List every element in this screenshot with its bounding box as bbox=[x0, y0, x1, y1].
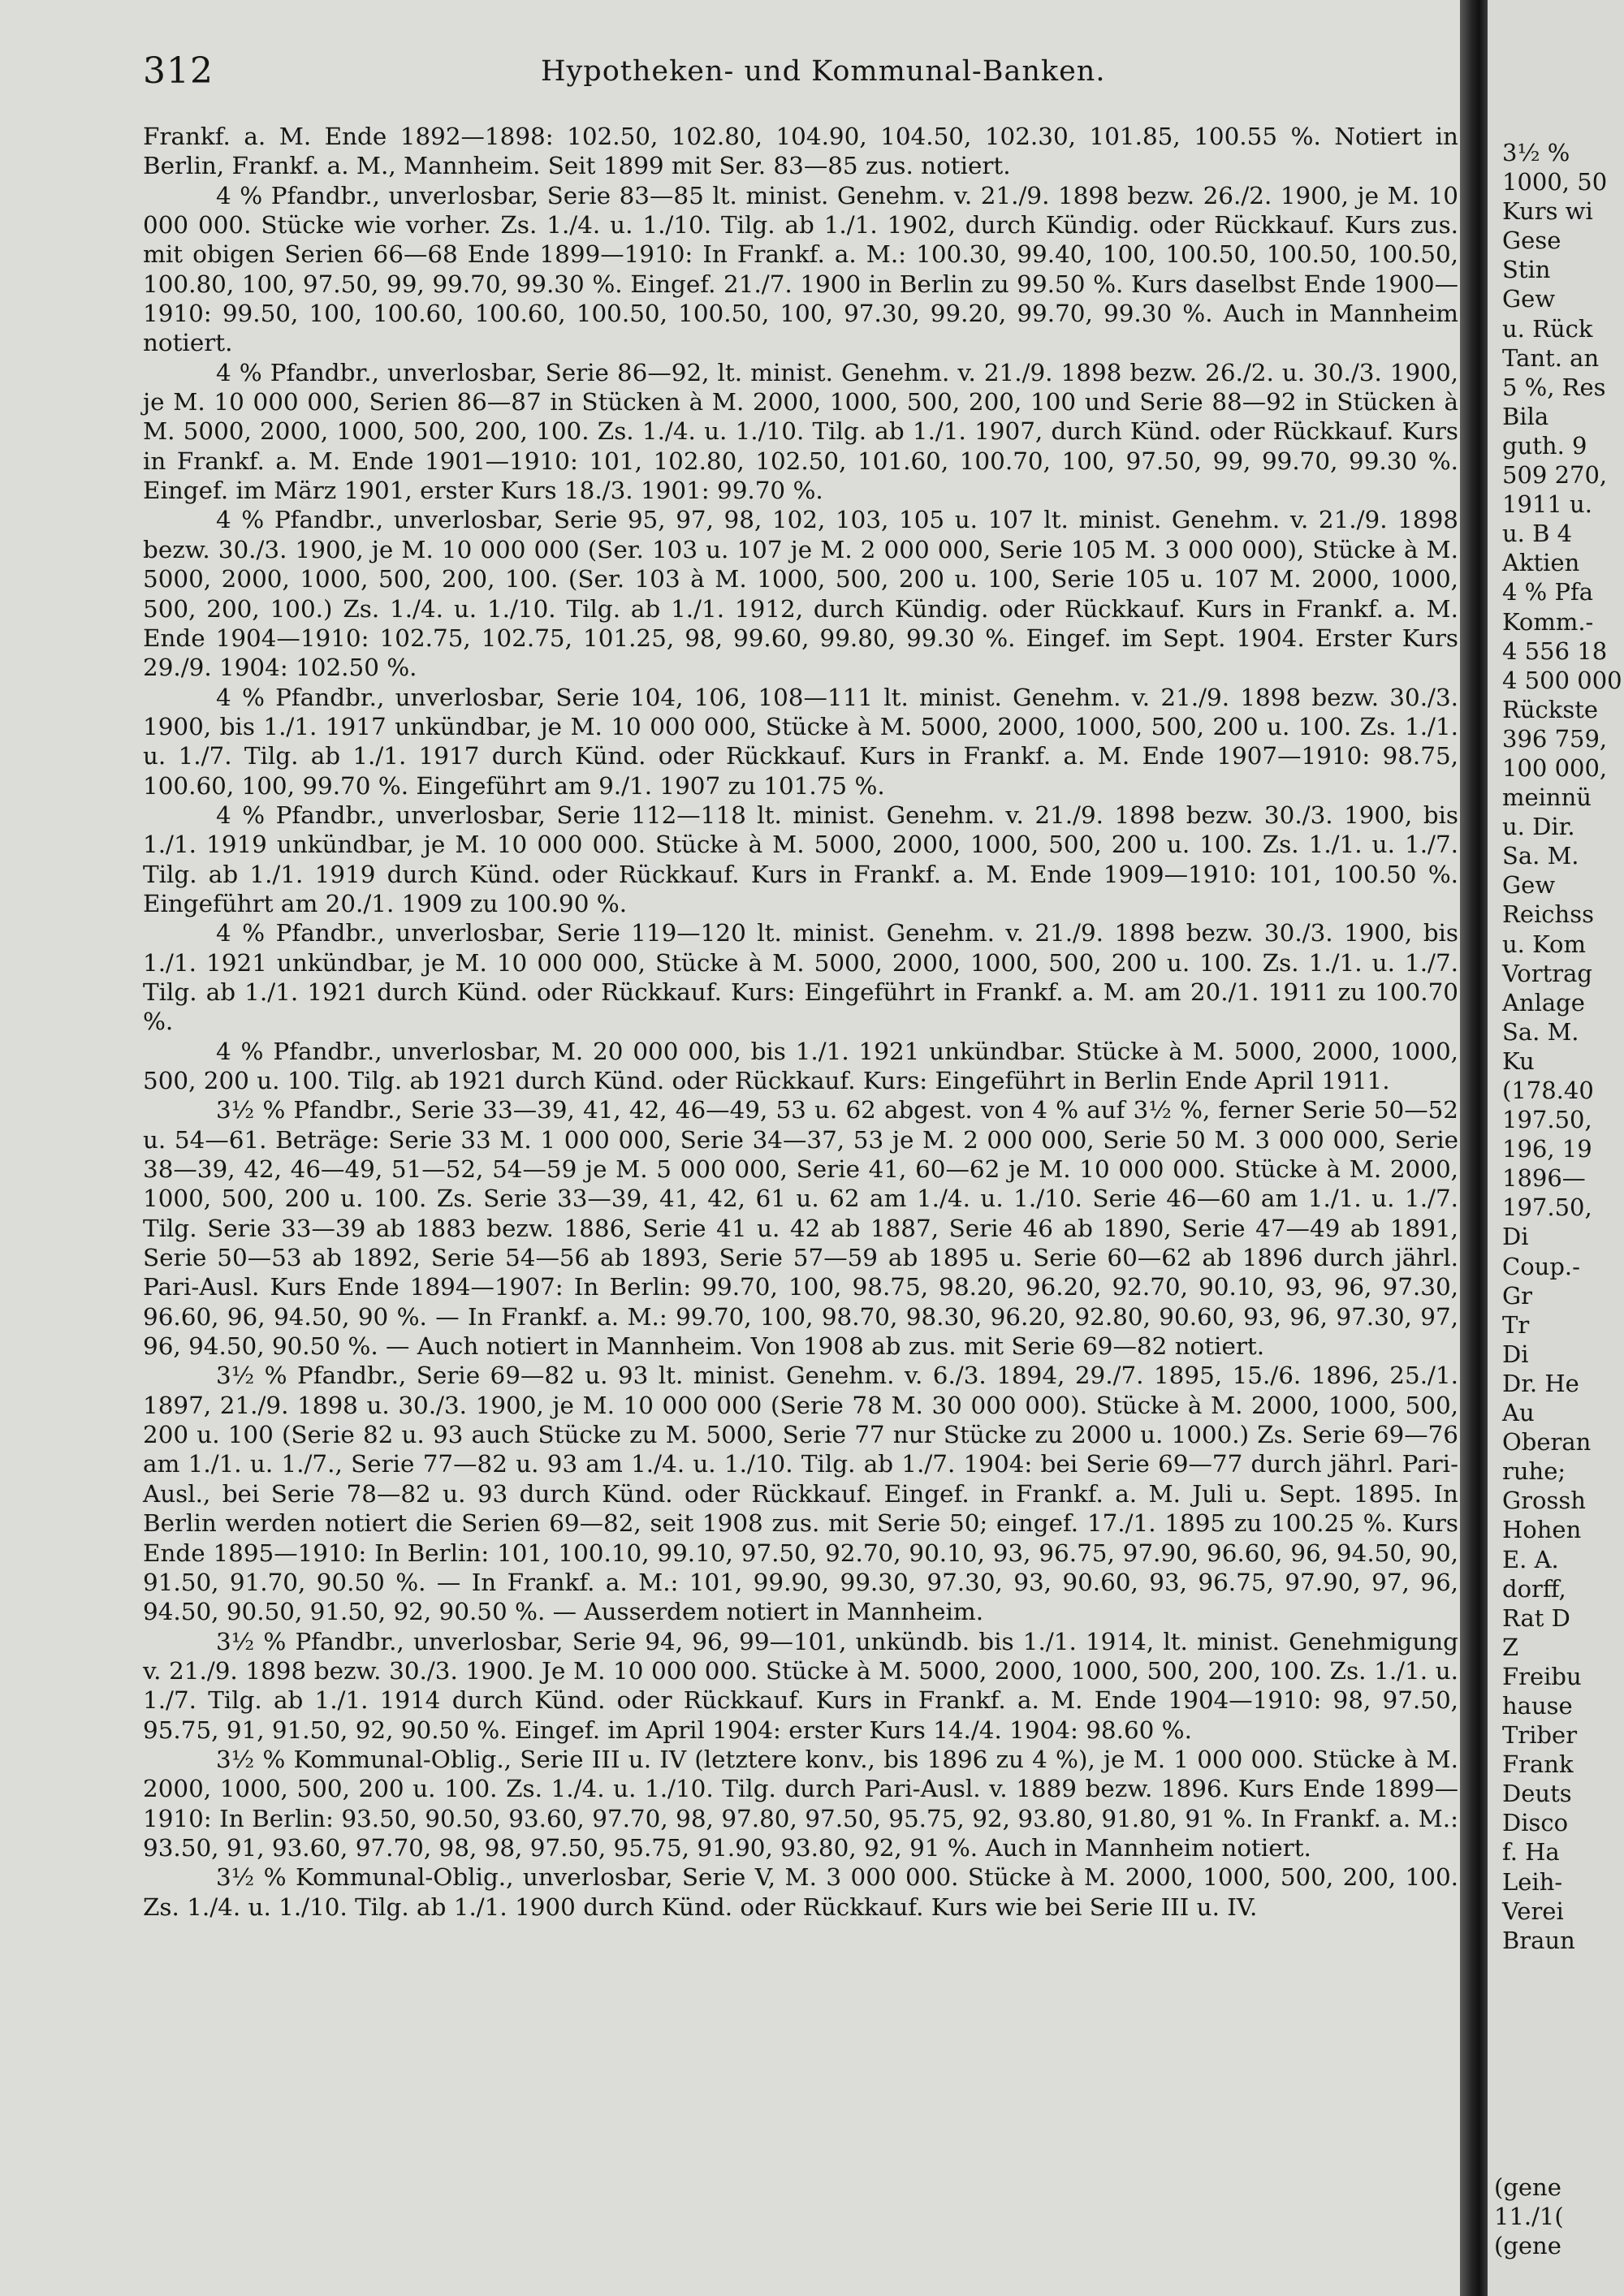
right-page-line: Verei bbox=[1502, 1897, 1564, 1925]
right-page-line: 100 000, bbox=[1502, 753, 1608, 782]
right-page-line: f. Ha bbox=[1502, 1838, 1560, 1867]
right-page-line: Au bbox=[1502, 1399, 1535, 1427]
paragraph: 3½ % Pfandbr., Serie 33—39, 41, 42, 46—49, 53 u. 62 abgest. von 4 % auf 3½ %, ferner Serie 50—52 u. 54—61. Beträge: Serie 33 M. 1 000 000, Serie 34—37, 53 je M. 2 000 000, Serie 50 M. 3 000 000, Serie 38—39, 42, 46—49, 51—52, 54—59 je M. 5 000 000, Serie 41, 60—62 je M. 10 000 000. Stücke à M. 2000, 1000, 500, 200 u. 100. Zs. Serie 33—39, 41, 42, 61 u. 62 am 1./4. u. 1./10. Serie 46—60 am 1./1. u. 1./7. Tilg. Serie 33—39 ab 1883 bezw. 1886, Serie 41 u. 42 ab 1887, Serie 46 ab 1890, Serie 47—49 ab 1891, Serie 50—53 ab 1892, Serie 54—56 ab 1893, Serie 57—59 ab 1895 u. Serie 60—62 ab 1896 durch jährl. Pari-Ausl. Kurs Ende 1894—1907: In Berlin: 99.70, 100, 98.75, 98.20, 96.20, 92.70, 90.10, 93, 96, 97.30, 96.60, 96, 94.50, 90 %. — In Frankf. a. M.: 99.70, 100, 98.70, 98.30, 96.20, 92.80, 90.60, 93, 96, 97.30, 97, 96, 94.50, 90.50 %. — Auch notiert in Mannheim. Von 1908 ab zus. mit Serie 69—82 notiert. bbox=[143, 1096, 1458, 1361]
paragraph: 3½ % Kommunal-Oblig., Serie III u. IV (letztere konv., bis 1896 zu 4 %), je M. 1 000 000. Stücke à M. 2000, 1000, 500, 200 u. 100. Zs. 1./4. u. 1./10. Tilg. durch Pari-Ausl. v. 1889 bezw. 1896. Kurs Ende 1899—1910: In Berlin: 93.50, 90.50, 93.60, 97.70, 98, 97.80, 97.50, 95.75, 92, 93.80, 91.80, 91 %. In Frankf. a. M.: 93.50, 91, 93.60, 97.70, 98, 98, 97.50, 95.75, 91.90, 93.80, 92, 91 %. Auch in Mannheim notiert. bbox=[143, 1745, 1458, 1862]
right-page-line: Frank bbox=[1502, 1750, 1574, 1779]
right-page-line: Tr bbox=[1502, 1310, 1530, 1339]
right-page-line: Sa. M. bbox=[1502, 842, 1579, 870]
right-page-line: Z bbox=[1502, 1633, 1519, 1661]
right-page-line: guth. 9 bbox=[1502, 431, 1587, 460]
right-page-line: Di bbox=[1502, 1340, 1529, 1368]
right-page-line: Reichss bbox=[1502, 900, 1594, 929]
right-page-line: 4 % Pfa bbox=[1502, 578, 1593, 606]
right-page-line: 1911 u. bbox=[1502, 490, 1592, 519]
right-page-line: Komm.- bbox=[1502, 607, 1594, 636]
right-page-line: E. A. bbox=[1502, 1545, 1559, 1573]
paragraph: Frankf. a. M. Ende 1892—1898: 102.50, 102.80, 104.90, 104.50, 102.30, 101.85, 100.55 %. Notiert in Berlin, Frankf. a. M., Mannheim. Seit 1899 mit Ser. 83—85 zus. notiert. bbox=[143, 123, 1458, 180]
right-page-line: dorff, bbox=[1502, 1574, 1566, 1603]
page-number: 312 bbox=[143, 50, 214, 92]
paragraph: 3½ % Pfandbr., Serie 69—82 u. 93 lt. minist. Genehm. v. 6./3. 1894, 29./7. 1895, 15./6. 1896, 25./1. 1897, 21./9. 1898 u. 30./3. 1900, je M. 10 000 000 (Serie 78 M. 30 000 000). Stücke à M. 2000, 1000, 500, 200 u. 100 (Serie 82 u. 93 auch Stücke zu M. 5000, Serie 77 nur Stücke zu 2000 u. 1000.) Zs. Serie 69—76 am 1./1. u. 1./7., Serie 77—82 u. 93 am 1./4. u. 1./10. Tilg. ab 1./7. 1904: bei Serie 69—77 durch jährl. Pari-Ausl., bei Serie 78—82 u. 93 durch Künd. oder Rückkauf. Eingef. in Frankf. a. M. Juli u. Sept. 1895. In Berlin werden notiert die Serien 69—82, seit 1908 zus. mit Serie 50; eingef. 17./1. 1895 zu 100.25 %. Kurs Ende 1895—1910: In Berlin: 101, 100.10, 99.10, 97.50, 92.70, 90.10, 93, 96.75, 97.90, 96.60, 96, 94.50, 90, 91.50, 91.70, 90.50 %. — In Frankf. a. M.: 101, 99.90, 99.30, 97.30, 93, 90.60, 93, 96.75, 97.90, 97, 96, 94.50, 90.50, 91.50, 92, 90.50 %. — Ausserdem notiert in Mannheim. bbox=[143, 1362, 1458, 1626]
paragraph: 4 % Pfandbr., unverlosbar, Serie 95, 97, 98, 102, 103, 105 u. 107 lt. minist. Genehm. v. 21./9. 1898 bezw. 30./3. 1900, je M. 10 000 000 (Ser. 103 u. 107 je M. 2 000 000, Serie 105 M. 3 000 000), Stücke à M. 5000, 2000, 1000, 500, 200, 100. (Ser. 103 à M. 1000, 500, 200 u. 100, Serie 105 u. 107 M. 2000, 1000, 500, 200, 100.) Zs. 1./4. u. 1./10. Tilg. ab 1./1. 1912, durch Kündig. oder Rückkauf. Kurs in Frankf. a. M. Ende 1904—1910: 102.75, 102.75, 101.25, 98, 99.60, 99.80, 99.30 %. Eingef. im Sept. 1904. Erster Kurs 29./9. 1904: 102.50 %. bbox=[143, 506, 1458, 682]
right-page-line: Bila bbox=[1502, 402, 1549, 430]
page-header bbox=[143, 50, 1450, 107]
right-page-line: u. Dir. bbox=[1502, 813, 1575, 841]
right-page-line: u. Kom bbox=[1502, 930, 1586, 958]
right-page-line: Tant. an bbox=[1502, 343, 1600, 372]
paragraph: 3½ % Kommunal-Oblig., unverlosbar, Serie V, M. 3 000 000. Stücke à M. 2000, 1000, 500, 200, 100. Zs. 1./4. u. 1./10. Tilg. ab 1./1. 1900 durch Künd. oder Rückkauf. Kurs wie bei Serie III u. IV. bbox=[143, 1863, 1458, 1921]
paragraph: 4 % Pfandbr., unverlosbar, Serie 104, 106, 108—111 lt. minist. Genehm. v. 21./9. 1898 bezw. 30./3. 1900, bis 1./1. 1917 unkündbar, je M. 10 000 000, Stücke à M. 5000, 2000, 1000, 500, 200 u. 100. Zs. 1./1. u. 1./7. Tilg. ab 1./1. 1917 durch Künd. oder Rückkauf. Kurs in Frankf. a. M. Ende 1907—1910: 98.75, 100.60, 100, 99.70 %. Eingeführt am 9./1. 1907 zu 101.75 %. bbox=[143, 683, 1458, 800]
right-page-line: Aktien bbox=[1502, 549, 1580, 577]
right-page-line: 3½ % bbox=[1502, 139, 1570, 166]
right-page-line: Gew bbox=[1502, 285, 1556, 313]
right-page-line: hause bbox=[1502, 1691, 1573, 1720]
right-page-line: Braun bbox=[1502, 1926, 1575, 1954]
right-page-line: ruhe; bbox=[1502, 1457, 1566, 1486]
right-page-line: Gese bbox=[1502, 227, 1561, 255]
right-page-line: Oberan bbox=[1502, 1428, 1592, 1457]
right-page-line: 4 500 000 bbox=[1502, 666, 1622, 694]
right-page-line: 509 270, bbox=[1502, 461, 1608, 490]
paragraph: 4 % Pfandbr., unverlosbar, Serie 112—118 lt. minist. Genehm. v. 21./9. 1898 bezw. 30./3. 1900, bis 1./1. 1919 unkündbar, je M. 10 000 000. Stücke à M. 5000, 2000, 1000, 500, 200 u. 100. Zs. 1./1. u. 1./7. Tilg. ab 1./1. 1919 durch Künd. oder Rückkauf. Kurs in Frankf. a. M. Ende 1909—1910: 101, 100.50 %. Eingeführt am 20./1. 1909 zu 100.90 %. bbox=[143, 801, 1458, 917]
right-page-line: 197.50, bbox=[1502, 1106, 1592, 1134]
paragraph: 4 % Pfandbr., unverlosbar, Serie 119—120 lt. minist. Genehm. v. 21./9. 1898 bezw. 30./3. 1900, bis 1./1. 1921 unkündbar, je M. 10 000 000, Stücke à M. 5000, 2000, 1000, 500, 200 u. 100. Zs. 1./1. u. 1./7. Tilg. ab 1./1. 1921 durch Künd. oder Rückkauf. Kurs: Eingeführt in Frankf. a. M. am 20./1. 1911 zu 100.70 %. bbox=[143, 919, 1458, 1036]
right-page-line: Dr. He bbox=[1502, 1369, 1579, 1397]
right-page-line: u. Rück bbox=[1502, 314, 1593, 343]
right-page-line: (gene bbox=[1494, 2173, 1561, 2201]
right-page-line: u. B 4 bbox=[1502, 520, 1573, 548]
right-page-line: (gene bbox=[1494, 2232, 1561, 2259]
paragraph: 4 % Pfandbr., unverlosbar, Serie 83—85 lt. minist. Genehm. v. 21./9. 1898 bezw. 26./2. 1900, je M. 10 000 000. Stücke wie vorher. Zs. 1./4. u. 1./10. Tilg. ab 1./1. 1902, durch Kündig. oder Rückkauf. Kurs zus. mit obigen Serien 66—68 Ende 1899—1910: In Frankf. a. M.: 100.30, 99.40, 100, 100.50, 100.50, 100.50, 100.80, 100, 97.50, 99, 99.70, 99.30 %. Eingef. 21./7. 1900 in Berlin zu 99.50 %. Kurs daselbst Ende 1900—1910: 99.50, 100, 100.60, 100.60, 100.50, 100.50, 100, 97.30, 99.20, 99.70, 99.30 %. Auch in Mannheim notiert. bbox=[143, 181, 1458, 357]
paragraph: 3½ % Pfandbr., unverlosbar, Serie 94, 96, 99—101, unkündb. bis 1./1. 1914, lt. minist. Genehmigung v. 21./9. 1898 bezw. 30./3. 1900. Je M. 10 000 000. Stücke à M. 5000, 2000, 1000, 500, 200, 100. Zs. 1./1. u. 1./7. Tilg. ab 1./1. 1914 durch Künd. oder Rückkauf. Kurs in Frankf. a. M. Ende 1904—1910: 98, 97.50, 95.75, 91, 91.50, 92, 90.50 %. Eingef. im April 1904: erster Kurs 14./4. 1904: 98.60 %. bbox=[143, 1627, 1458, 1744]
paragraph: 4 % Pfandbr., unverlosbar, Serie 86—92, lt. minist. Genehm. v. 21./9. 1898 bezw. 26./2. u. 30./3. 1900, je M. 10 000 000, Serien 86—87 in Stücken à M. 2000, 1000, 500, 200, 100 und Serie 88—92 in Stücken à M. 5000, 2000, 1000, 500, 200, 100. Zs. 1./4. u. 1./10. Tilg. ab 1./1. 1907, durch Künd. oder Rückkauf. Kurs in Frankf. a. M. Ende 1901—1910: 101, 102.80, 102.50, 101.60, 100.70, 100, 97.50, 99, 99.70, 99.30 %. Eingef. im März 1901, erster Kurs 18./3. 1901: 99.70 %. bbox=[143, 358, 1458, 505]
right-page-line: 1000, 50 bbox=[1502, 168, 1608, 196]
right-page-line: Anlage bbox=[1502, 988, 1585, 1016]
right-page-line: Ku bbox=[1502, 1047, 1535, 1075]
right-page-line: Gew bbox=[1502, 871, 1556, 900]
right-page-line: Rat D bbox=[1502, 1603, 1570, 1632]
right-page-line: Sa. M. bbox=[1502, 1017, 1579, 1046]
right-page-line: Di bbox=[1502, 1223, 1529, 1251]
book-gutter bbox=[1460, 0, 1488, 2296]
paragraph: 4 % Pfandbr., unverlosbar, M. 20 000 000, bis 1./1. 1921 unkündbar. Stücke à M. 5000, 2000, 1000, 500, 200 u. 100. Tilg. ab 1921 durch Künd. oder Rückkauf. Kurs: Eingeführt in Berlin Ende April 1911. bbox=[143, 1037, 1458, 1094]
right-page-line: Stin bbox=[1502, 256, 1551, 284]
right-page-line: Hohen bbox=[1502, 1516, 1582, 1544]
right-page-line: Kurs wi bbox=[1502, 197, 1593, 226]
right-page-line: Coup.- bbox=[1502, 1252, 1580, 1280]
running-title: Hypotheken- und Kommunal-Banken. bbox=[541, 55, 1106, 88]
right-page-line: 4 556 18 bbox=[1502, 637, 1608, 665]
right-page-line: Triber bbox=[1502, 1721, 1578, 1750]
right-page-line: Gr bbox=[1502, 1281, 1533, 1310]
right-page-line: Grossh bbox=[1502, 1487, 1586, 1515]
right-page-line: Vortrag bbox=[1502, 959, 1592, 987]
right-page-line: 396 759, bbox=[1502, 724, 1608, 753]
body-text bbox=[143, 122, 1458, 1922]
right-page-text bbox=[1502, 138, 1624, 1955]
right-page-line: (178.40 bbox=[1502, 1077, 1594, 1104]
right-page-line: Freibu bbox=[1502, 1662, 1582, 1690]
right-page-line: Rückste bbox=[1502, 695, 1599, 723]
right-page-line: Leih- bbox=[1502, 1867, 1563, 1896]
right-page-line: 11./1( bbox=[1494, 2203, 1564, 2230]
right-page-line: 5 %, Res bbox=[1502, 373, 1606, 401]
right-page-line: Disco bbox=[1502, 1809, 1569, 1837]
right-page-line: 196, 19 bbox=[1502, 1135, 1592, 1163]
right-page-bottom-text bbox=[1494, 2173, 1624, 2260]
right-page-line: 197.50, bbox=[1502, 1193, 1592, 1222]
right-page-line: Deuts bbox=[1502, 1780, 1572, 1808]
right-page-line: 1896— bbox=[1502, 1164, 1586, 1193]
right-page-line: meinnü bbox=[1502, 783, 1592, 812]
book-page-right-fragment bbox=[1488, 0, 1624, 2296]
